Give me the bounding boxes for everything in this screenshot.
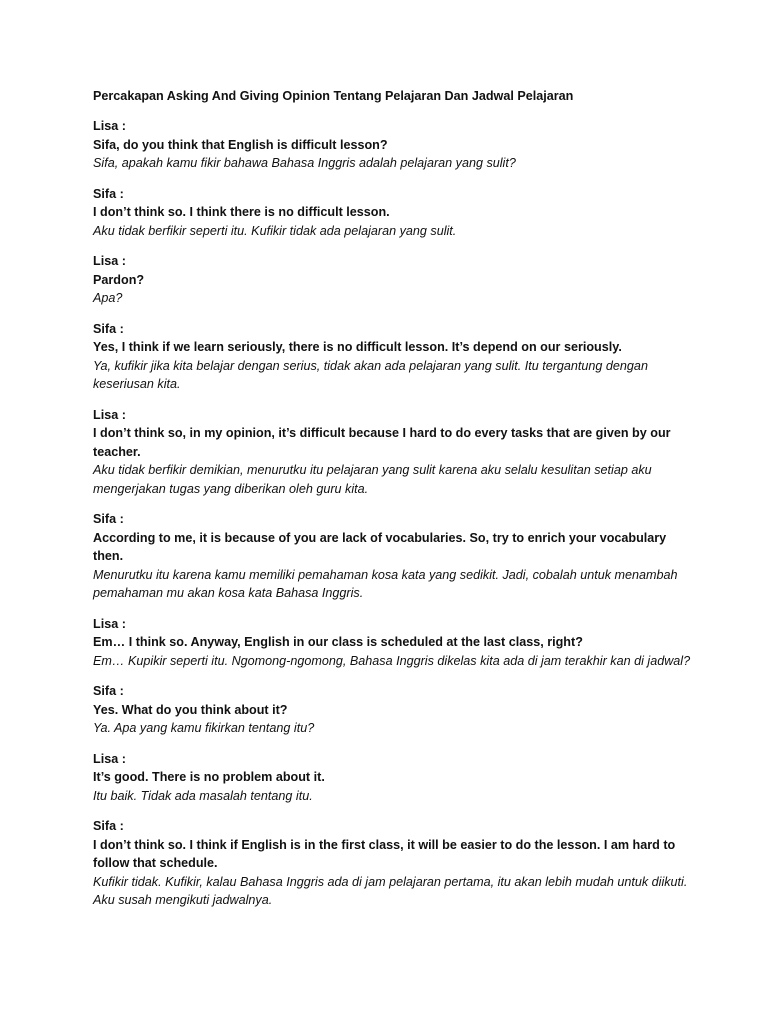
speaker-label: Sifa : xyxy=(93,321,124,336)
dialogue-turn xyxy=(93,406,693,499)
english-line: I don’t think so, in my opinion, it’s difficult because I hard to do every tasks that are given by our teacher. xyxy=(93,426,671,459)
english-line: I don’t think so. I think there is no difficult lesson. xyxy=(93,205,390,219)
dialogue-turn xyxy=(93,510,693,603)
indonesian-translation: Menurutku itu karena kamu memiliki pemahaman kosa kata yang sedikit. Jadi, cobalah untuk menambah pemahaman mu akan kosa kata Bahasa Inggris. xyxy=(93,567,678,600)
dialogue-turn xyxy=(93,615,693,671)
english-line: It’s good. There is no problem about it. xyxy=(93,770,325,784)
english-line: Pardon? xyxy=(93,272,145,287)
speaker-label: Lisa : xyxy=(93,254,126,268)
dialogue-turn xyxy=(93,682,693,738)
english-line: Yes, I think if we learn seriously, there is no difficult lesson. It’s depend on our seriously. xyxy=(93,340,622,354)
indonesian-translation: Em… Kupikir seperti itu. Ngomong-ngomong, Bahasa Inggris dikelas kita ada di jam terakhir kan di jadwal? xyxy=(93,653,691,668)
indonesian-translation: Ya. Apa yang kamu fikirkan tentang itu? xyxy=(93,721,315,735)
english-line: Yes. What do you think about it? xyxy=(93,702,288,717)
indonesian-translation: Aku tidak berfikir seperti itu. Kufikir tidak ada pelajaran yang sulit. xyxy=(93,223,457,238)
speaker-label: Lisa : xyxy=(93,751,126,766)
indonesian-translation: Kufikir tidak. Kufikir, kalau Bahasa Inggris ada di jam pelajaran pertama, itu akan lebih mudah untuk diikuti. Aku susah mengikuti jadwalnya. xyxy=(93,874,688,907)
dialogue-turn xyxy=(93,252,693,308)
document-page xyxy=(93,87,693,922)
indonesian-translation: Aku tidak berfikir demikian, menurutku itu pelajaran yang sulit karena aku selalu kesulitan setiap aku mengerjakan tugas yang diberikan oleh guru kita. xyxy=(93,463,652,496)
english-line: Sifa, do you think that English is difficult lesson? xyxy=(93,137,388,152)
speaker-label: Lisa : xyxy=(93,119,126,133)
indonesian-translation: Itu baik. Tidak ada masalah tentang itu. xyxy=(93,788,313,803)
speaker-label: Lisa : xyxy=(93,407,126,422)
dialogue-turn xyxy=(93,750,693,806)
dialogue-turn xyxy=(93,185,693,241)
indonesian-translation: Apa? xyxy=(93,291,123,305)
indonesian-translation: Ya, kufikir jika kita belajar dengan serius, tidak akan ada pelajaran yang sulit. Itu tergantung dengan keseriusan kita. xyxy=(93,358,648,391)
speaker-label: Sifa : xyxy=(93,512,124,526)
english-line: According to me, it is because of you are lack of vocabularies. So, try to enrich your vocabulary then. xyxy=(93,530,667,563)
dialogue-turn xyxy=(93,117,693,173)
speaker-label: Sifa : xyxy=(93,186,124,201)
document-title: Percakapan Asking And Giving Opinion Tentang Pelajaran Dan Jadwal Pelajaran xyxy=(93,89,574,103)
speaker-label: Lisa : xyxy=(93,616,126,631)
indonesian-translation: Sifa, apakah kamu fikir bahawa Bahasa Inggris adalah pelajaran yang sulit? xyxy=(93,156,516,170)
english-line: Em… I think so. Anyway, English in our class is scheduled at the last class, right? xyxy=(93,635,583,649)
english-line: I don’t think so. I think if English is in the first class, it will be easier to do the lesson. I am hard to follow that schedule. xyxy=(93,837,676,870)
speaker-label: Sifa : xyxy=(93,819,124,833)
dialogue-turn xyxy=(93,320,693,394)
dialogue-turn xyxy=(93,817,693,910)
speaker-label: Sifa : xyxy=(93,684,124,698)
